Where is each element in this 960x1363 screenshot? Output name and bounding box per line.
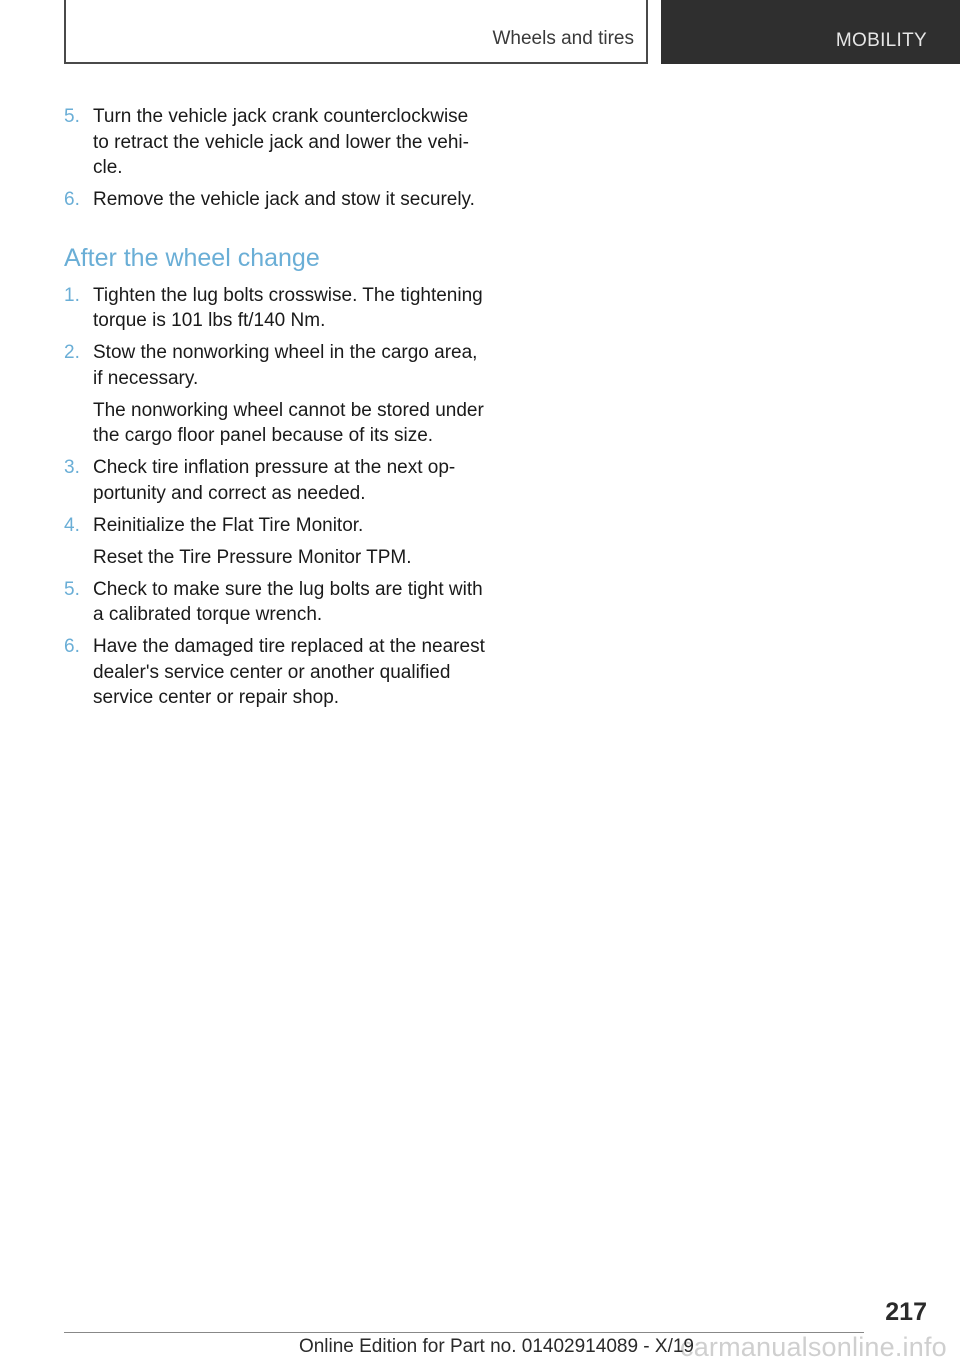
- header-chapter-title: MOBILITY: [835, 30, 927, 51]
- step-text: Stow the nonworking wheel in the cargo area, if necessary.: [93, 342, 478, 389]
- page-number: 217: [885, 1298, 927, 1326]
- section-heading: After the wheel change: [64, 243, 320, 272]
- page-content: [64, 104, 488, 717]
- step-number: 6.: [64, 189, 80, 210]
- list-item: [64, 340, 488, 449]
- header-section-title: Wheels and tires: [492, 28, 634, 49]
- list-item: [64, 455, 488, 506]
- list-item: [64, 187, 488, 213]
- step-number: 5.: [64, 106, 80, 127]
- step-text: Remove the vehicle jack and stow it securely.: [93, 189, 475, 210]
- steps-list-continued: [64, 104, 488, 213]
- list-item: [64, 634, 488, 711]
- footer-edition: Online Edition for Part no. 01402914089 - X/19: [298, 1336, 694, 1357]
- step-text: Check to make sure the lug bolts are tight with a calibrated torque wrench.: [93, 578, 483, 625]
- step-number: 4.: [64, 514, 80, 536]
- step-number: 6.: [64, 636, 80, 657]
- step-number: 3.: [64, 457, 80, 478]
- header-section-box: [64, 0, 648, 64]
- step-text: Tighten the lug bolts crosswise. The tightening torque is 101 lbs ft/140 Nm.: [93, 284, 483, 331]
- step-number: 5.: [64, 578, 80, 600]
- step-number: 2.: [64, 342, 80, 363]
- header-chapter-box: [661, 0, 960, 64]
- step-text: Reset the Tire Pressure Monitor TPM.: [93, 546, 412, 568]
- step-text: Turn the vehicle jack crank counterclockwise to retract the vehicle jack and lower the vehicle.: [93, 106, 469, 178]
- list-item: [64, 577, 488, 628]
- step-text: Have the damaged tire replaced at the nearest dealer's service center or another qualified service center or repair shop.: [93, 636, 485, 708]
- list-item: [64, 104, 488, 181]
- steps-list-after-wheel-change: [64, 283, 488, 711]
- list-item: [64, 283, 488, 334]
- watermark: carmanualsonline.info: [680, 1332, 947, 1362]
- step-text: Reinitialize the Flat Tire Monitor.: [93, 514, 364, 536]
- step-text: The nonworking wheel cannot be stored under the cargo floor panel because of its size.: [93, 399, 484, 446]
- list-item: [64, 513, 488, 571]
- step-number: 1.: [64, 284, 80, 306]
- step-text: Check tire inflation pressure at the next opportunity and correct as needed.: [93, 457, 456, 504]
